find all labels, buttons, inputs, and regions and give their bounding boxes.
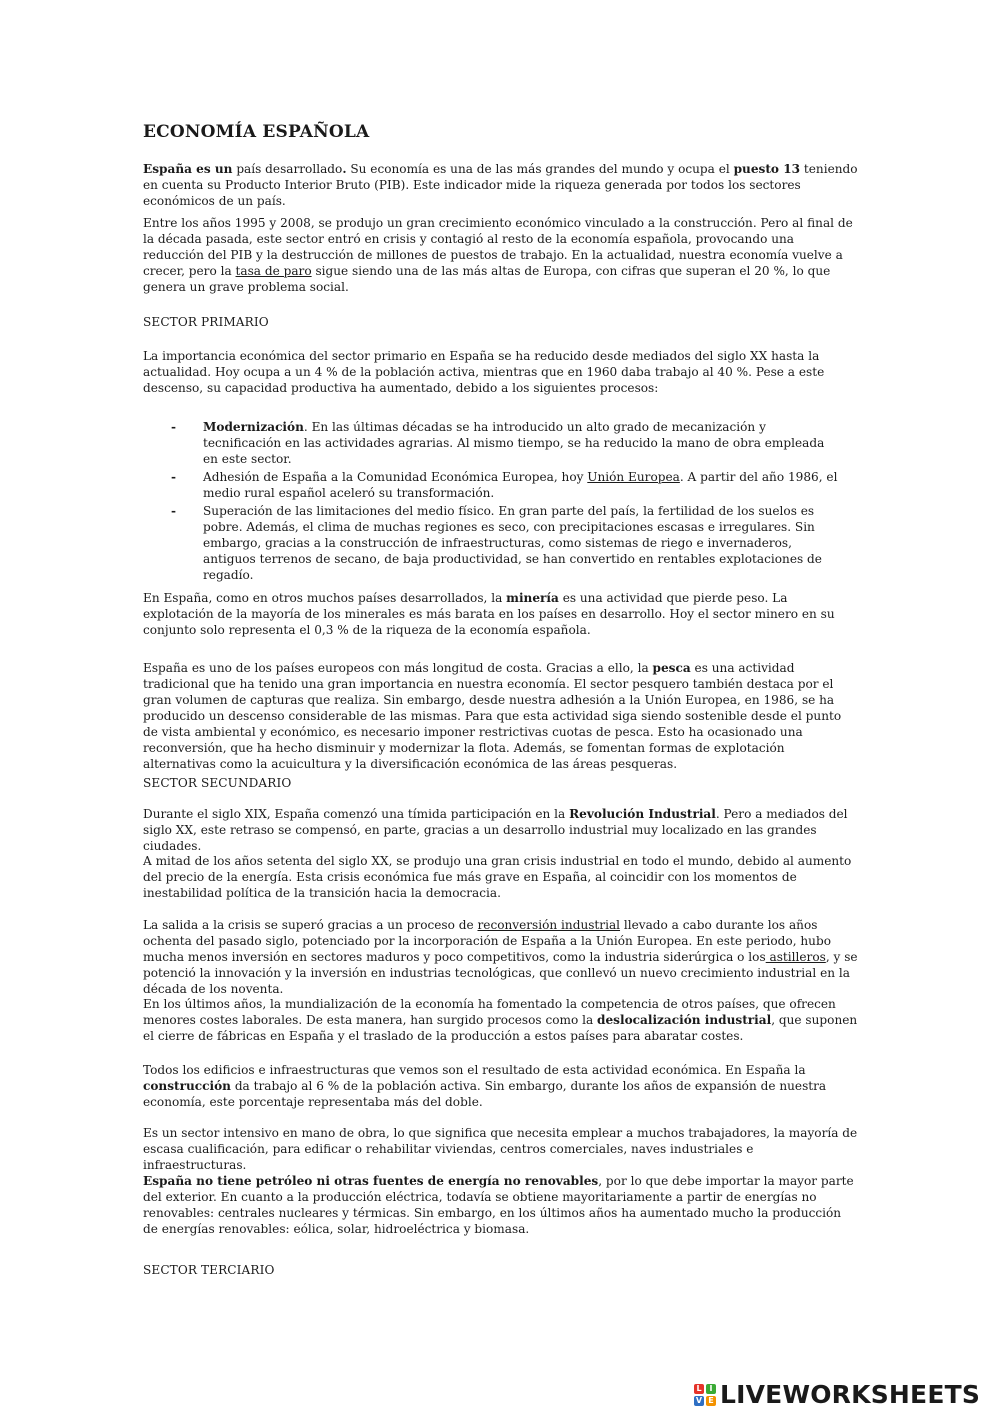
logo-square: I xyxy=(706,1384,716,1394)
sec-p3-text-1: La salida a la crisis se superó gracias a un proceso de xyxy=(143,918,478,932)
item2-text-2: . A partir del año 1986, el medio rural español aceleró su transformación. xyxy=(203,470,838,500)
list-item xyxy=(171,419,839,467)
secondary-paragraph-2: A mitad de los años setenta del siglo XX, se produjo una gran crisis industrial en todo el mundo, debido al aumento del precio de la energía. Esta crisis económica fue más grave en España, al coincidir con los momentos de inestabilidad política de la transición hacia la democracia. xyxy=(143,854,852,900)
sec-p3-text-2: llevado a cabo durante los años ochenta del pasado siglo, potenciado por la incorporación de España a la Unión Europea. En este periodo, hubo mucha menos inversión en sectores maduros y poco competitivos, como la industria siderúrgica o los xyxy=(143,918,831,964)
tertiary-heading: SECTOR TERCIARIO xyxy=(143,1263,275,1277)
sec-p3-text-3: , y se potenció la innovación y la inversión en industrias tecnológicas, que conllevó un nuevo crecimiento industrial en la década de los noventa. xyxy=(143,950,858,996)
sec-p1-text-2: . Pero a mediados del siglo XX, este retraso se compensó, en parte, gracias a un desarrollo industrial muy localizado en las grandes ciudades. xyxy=(143,807,848,853)
growth-paragraph xyxy=(143,215,858,295)
revolucion-industrial-bold: Revolución Industrial xyxy=(569,807,716,821)
sec-p1-text-1: Durante el siglo XIX, España comenzó una tímida participación en la xyxy=(143,807,570,821)
secondary-heading: SECTOR SECUNDARIO xyxy=(143,776,292,790)
fishing-text-1: España es uno de los países europeos con más longitud de costa. Gracias a ello, la xyxy=(143,661,653,675)
sec-p5-text-1: Todos los edificios e infraestructuras que vemos son el resultado de esta actividad económica. En España la xyxy=(143,1063,806,1077)
growth-text-2: sigue siendo una de las más altas de Europa, con cifras que superan el 20 %, lo que genera un grave problema social. xyxy=(143,264,831,294)
page-title: ECONOMÍA ESPAÑOLA xyxy=(143,122,370,142)
construccion-bold: construcción xyxy=(143,1079,231,1093)
secondary-paragraph-6: Es un sector intensivo en mano de obra, lo que significa que necesita emplear a muchos trabajadores, la mayoría de escasa cualificación, para edificar o rehabilitar viviendas, centros comerciales, naves industriales e infraestructuras. xyxy=(143,1126,858,1172)
bullet-dash: - xyxy=(171,470,177,484)
mining-paragraph xyxy=(143,590,858,638)
intro-bold-3: puesto 13 xyxy=(733,162,801,176)
bullet-dash: - xyxy=(171,420,177,434)
primary-heading: SECTOR PRIMARIO xyxy=(143,315,269,329)
primary-intro: La importancia económica del sector primario en España se ha reducido desde mediados del siglo XX hasta la actualidad. Hoy ocupa a un 4 % de la población activa, mientras que en 1960 daba trabajo al 40 %. Pese a este descenso, su capacidad productiva ha aumentado, debido a los siguientes procesos: xyxy=(143,349,825,395)
logo-square: L xyxy=(694,1384,704,1394)
sec-p7-text-1: , por lo que debe importar la mayor parte del exterior. En cuanto a la producción eléctrica, todavía se obtiene mayoritariamente a partir de energías no renovables: centrales nucleares y térmicas. Sin embargo, en los últimos años ha aumentado mucho la producción de energías renovables: eólica, solar, hidroeléctrica y biomasa. xyxy=(143,1174,854,1236)
growth-text-1: Entre los años 1995 y 2008, se produjo un gran crecimiento económico vinculado a la construcción. Pero al final de la década pasada, este sector entró en crisis y contagió al resto de la economía española, provocando una reducción del PIB y la destrucción de millones de puestos de trabajo. En la actualidad, nuestra economía vuelve a crecer, pero la xyxy=(143,216,853,278)
astilleros-link: astilleros xyxy=(765,950,826,964)
mining-text-1: En España, como en otros muchos países desarrollados, la xyxy=(143,591,507,605)
logo-square: E xyxy=(706,1396,716,1406)
sec-p4-text-2: , que suponen el cierre de fábricas en España y el traslado de la producción a estos países para abaratar costes. xyxy=(143,1013,858,1043)
intro-text-3: teniendo en cuenta su Producto Interior Bruto (PIB). Este indicador mide la riqueza generada por todos los sectores económicos de un país. xyxy=(143,162,858,208)
secondary-paragraph-3 xyxy=(143,917,858,997)
list-item xyxy=(171,503,839,583)
pesca-bold: pesca xyxy=(652,661,691,675)
list-item xyxy=(171,469,839,501)
mining-text-2: es una actividad que pierde peso. La explotación de la mayoría de los minerales es más barata en los países en desarrollo. Hoy el sector minero en su conjunto solo representa el 0,3 % de la riqueza de la economía española. xyxy=(143,591,835,637)
petroleo-bold: España no tiene petróleo ni otras fuentes de energía no renovables xyxy=(143,1174,599,1188)
primary-process-list xyxy=(171,419,839,585)
deslocalizacion-bold: deslocalización industrial xyxy=(597,1013,772,1027)
sec-p5-text-2: da trabajo al 6 % de la población activa. Sin embargo, durante los años de expansión de nuestra economía, este porcentaje representaba más del doble. xyxy=(143,1079,827,1109)
union-europea-link: Unión Europea xyxy=(587,470,680,484)
item1-text: . En las últimas décadas se ha introducido un alto grado de mecanización y tecnificación en las actividades agrarias. Al mismo tiempo, se ha reducido la mano de obra empleada en este sector. xyxy=(203,420,825,466)
fishing-text-2: es una actividad tradicional que ha tenido una gran importancia en nuestra economía. El sector pesquero también destaca por el gran volumen de capturas que realiza. Sin embargo, desde nuestra adhesión a la Unión Europea, en 1986, se ha producido un descenso considerable de las mismas. Para que esta actividad siga siendo sostenible desde el punto de vista ambiental y económico, es necesario imponer restrictivas cuotas de pesca. Esto ha ocasionado una reconversión, que ha hecho disminuir y modernizar la flota. Además, se fomentan formas de explotación alternativas como la acuicultura y la diversificación económica de las áreas pesqueras. xyxy=(143,661,842,771)
reconversion-industrial-link: reconversión industrial xyxy=(477,918,621,932)
item3-text: Superación de las limitaciones del medio físico. En gran parte del país, la fertilidad de los suelos es pobre. Además, el clima de muchas regiones es seco, con precipitaciones escasas e irregulares. Sin embargo, gracias a la construcción de infraestructuras, como sistemas de riego e invernaderos, antiguos terrenos de secano, de baja productividad, se han convertido en rentables explotaciones de regadío. xyxy=(203,504,822,582)
modernizacion-label: Modernización xyxy=(203,420,304,434)
secondary-paragraph-1 xyxy=(143,806,858,854)
logo-mark-icon xyxy=(694,1384,716,1406)
intro-paragraph xyxy=(143,161,858,209)
logo-wordmark: LIVEWORKSHEETS xyxy=(720,1380,981,1409)
fishing-paragraph xyxy=(143,660,858,772)
tasa-de-paro-link: tasa de paro xyxy=(235,264,312,278)
intro-bold-1: España es un xyxy=(143,162,233,176)
mineria-bold: minería xyxy=(506,591,559,605)
sec-p4-text-1: En los últimos años, la mundialización de la economía ha fomentado la competencia de otros países, que ofrecen menores costes laborales. De esta manera, han surgido procesos como la xyxy=(143,997,836,1027)
liveworksheets-logo xyxy=(694,1378,980,1412)
secondary-paragraph-5 xyxy=(143,1062,858,1110)
logo-square: V xyxy=(695,1396,703,1405)
intro-text-1: país desarrollado xyxy=(232,162,343,176)
secondary-paragraph-4 xyxy=(143,996,858,1044)
secondary-paragraph-7 xyxy=(143,1173,858,1237)
item2-text-1: Adhesión de España a la Comunidad Económica Europea, hoy xyxy=(203,470,588,484)
intro-bold-2: . xyxy=(342,162,347,176)
intro-text-2: Su economía es una de las más grandes del mundo y ocupa el xyxy=(346,162,734,176)
bullet-dash: - xyxy=(171,504,177,518)
